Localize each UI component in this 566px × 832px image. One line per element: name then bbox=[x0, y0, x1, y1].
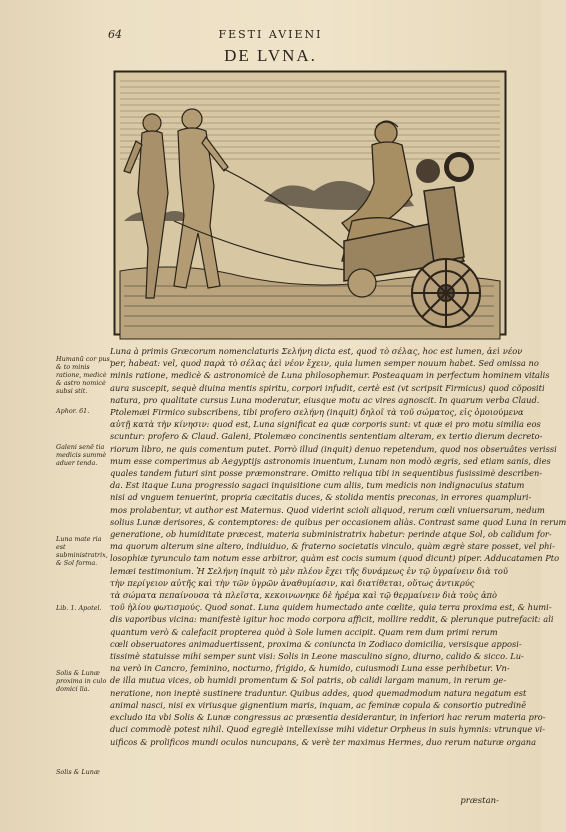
catchword: præstan- bbox=[460, 796, 499, 806]
text-line: Ptolemæi Firmico subscribens, tibi profero σελήνη (inquit) δηλοῖ τὰ τοῦ σώματος, εἰς ὁμοιούμενα bbox=[110, 407, 524, 418]
text-line: uificos & prolificos mundi oculos nuncupans, & verè ter maximus Hermes, duo rerum naturæ organa bbox=[110, 736, 537, 747]
text-line: dis vaporibus vicina: manifestè igitur hoc modo corpora afficit, mollire reddit, & plerunque putrefacit: ali bbox=[110, 614, 554, 625]
text-line: neratione, non ineptè sustinere traduntur. Quibus addes, quod quemadmodum natura negatum est bbox=[110, 687, 527, 698]
margin-note: Solis & Lunæ proxima in culo domici lia. bbox=[56, 669, 107, 693]
text-line: aura suscepit, sequè diuina mentis spiritu, corpori infudit, certè est (vt scripsit Firmicus) quod cŏpositi bbox=[110, 382, 545, 393]
text-line: na verò in Cancro, feminino, nocturno, frigido, & humido, cuiusmodi Luna esse perhibetur. Vn- bbox=[110, 663, 510, 674]
text-line: excludo ita vbi Solis & Lunæ congressus ac præsentia desiderantur, in inferiori hac rerum materia pro- bbox=[110, 712, 546, 723]
running-head: FESTI AVIENI bbox=[218, 28, 323, 41]
text-line: losophiæ tyrunculo tam notum esse arbitror, quàm est cocis sumum (quod dicunt) piper. Adducatamen Pto bbox=[110, 553, 560, 564]
margin-note: Aphor. 61. bbox=[56, 407, 90, 415]
text-line: riorum libro, ne quis comentum putet. Porrò illud (inquit) denuo repetendum, quod nos obseruâtes verissi bbox=[110, 443, 557, 454]
text-line: de illa mutua vices, ob humidi promentum & Sol patris, ob calidi largam manum, in rerum ge- bbox=[110, 675, 507, 686]
text-line: minis ratione, medicè & astronomicè de Luna philosophemur. Posteaquam in perfectum hominem vitalis bbox=[110, 370, 550, 381]
text-line: tissimè statuisse mihi semper sunt visi: Solis in Leone masculino signo, diurno, calido & sicco. Lu- bbox=[110, 651, 524, 662]
text-line: scuntur: profero & Claud. Galeni, Ptolemæo concinentis sententiam alteram, ex tertio dierum decreto- bbox=[110, 431, 543, 442]
page-title: DE LVNA. bbox=[224, 46, 317, 65]
text-line: generatione, ob humiditate præcest, materia subministratrix habetur: perinde atque Sol, ob calidum for- bbox=[110, 529, 552, 540]
text-line: natura, pro qualitate cursus Luna moderatur, eiusque motu ac vires agnoscit. In quarum verba Claud. bbox=[110, 394, 540, 405]
text-line: lemæi testimonium. Ἡ Σελήνη inquit τὸ μὲν πλέον ἔχει τῆς δυνάμεως ἐν τῷ ὑγραίνειν διὰ τοῦ bbox=[110, 565, 508, 576]
text-line: mum esse comperimus ab Aegyptijs astronomis inuentum, Lunam non modò ægris, sed etiam sanis, dies bbox=[110, 455, 551, 466]
woodcut-illustration bbox=[114, 71, 506, 335]
small-wheel bbox=[348, 269, 376, 297]
text-line: αὐτῇ κατὰ τὴν κίνησιν: quod est, Luna significat ea quæ corporis sunt: vt quæ ei pro motu similia eos bbox=[110, 419, 541, 430]
page-number: 64 bbox=[108, 28, 122, 41]
text-line: ma quorum alterum sine altero, indiuiduo, & fraterno societatis vinculo, quàm ægrè stare posset, vel phi- bbox=[110, 541, 555, 552]
body-text bbox=[110, 345, 566, 748]
text-line: τὴν περίγειον αὐτῆς καὶ τὴν τῶν ὑγρῶν ἀναθυμίασιν, καὶ διατίθεται, οὕτως ἀντικρύς bbox=[110, 577, 475, 588]
text-line: nisi ad vnguem tenuerint, propria cæcitatis duces, & stolida mentis preconas, in errores quampluri- bbox=[110, 492, 532, 503]
margin-note: Luna mate ria est subministratrix, & Sol forma. bbox=[56, 535, 108, 567]
text-line: mos prolabentur, vt author est Maternus. Quod viderint scioli aliquod, rerum cœli vniuersarum, nedum bbox=[110, 504, 545, 515]
text-line: duci commodè potest nihil. Quod egregiè intellexisse mihi videtur Orpheus in suis hymnis: vtrunque vi- bbox=[110, 724, 546, 735]
text-line: cœli obseruatores animaduertissent, proxima & coniuncta in Zodiaco domicilia, versisque apposi- bbox=[110, 638, 522, 649]
text-line: solius Lunæ derisores, & contemptores: de quibus per occasionem aliàs. Contrast same quod Luna in rerum bbox=[110, 516, 566, 527]
margin-note: Lib. 1. Apotel. bbox=[56, 604, 102, 612]
chariot-wheel bbox=[412, 259, 480, 327]
text-line: τὰ σώματα πεπαίνουσα τὰ πλεῖστα, κεκοινωνηκε δὲ ἠρέμα καὶ τῷ θερμαίνειν διὰ τοὺς ἀπὸ bbox=[110, 590, 498, 601]
luna-chariot-woodcut bbox=[114, 71, 506, 335]
margin-note: Galeni senē tia medicis summè aduer tenda. bbox=[56, 443, 107, 467]
margin-note: Humanũ cor pus, & to minis ratione, medicè & astro nomicè subsi stit. bbox=[56, 355, 112, 395]
text-line: quantum verò & calefacit propterea quòd à Sole lumen accipit. Quam rem dum primi rerum bbox=[110, 626, 498, 637]
margin-note: Solis & Lunæ bbox=[56, 768, 100, 776]
text-line: τοῦ ἡλίου φωτισμούς. Quod sonat. Luna quidem humectado ante cœlite, quia terra proxima est, & humi- bbox=[110, 602, 552, 613]
text-line: da. Est itaque Luna progressio sagaci inquisitione cum aliis, tum medicis non indignacuius statum bbox=[110, 480, 525, 491]
text-line: quales tandem futuri sint posse præmonstrare. Omitto reliqua tibi in sequentibus fusissimè describen- bbox=[110, 468, 543, 479]
text-line: Luna à primis Græcorum nomenclaturis Σελήνη dicta est, quod τὸ σέλας, hoc est lumen, ἀεὶ νέον bbox=[110, 346, 523, 356]
text-line: per, habeat: vel, quod παρὰ τὸ σέλας ἀεὶ νέον ἔχειν, quia lumen semper nouum habet. Sed omissa no bbox=[110, 358, 539, 369]
text-line: animal nasci, nisi ex viriusque gignentium maris, inquam, ac feminæ copula & consortio putredinē bbox=[110, 699, 527, 710]
